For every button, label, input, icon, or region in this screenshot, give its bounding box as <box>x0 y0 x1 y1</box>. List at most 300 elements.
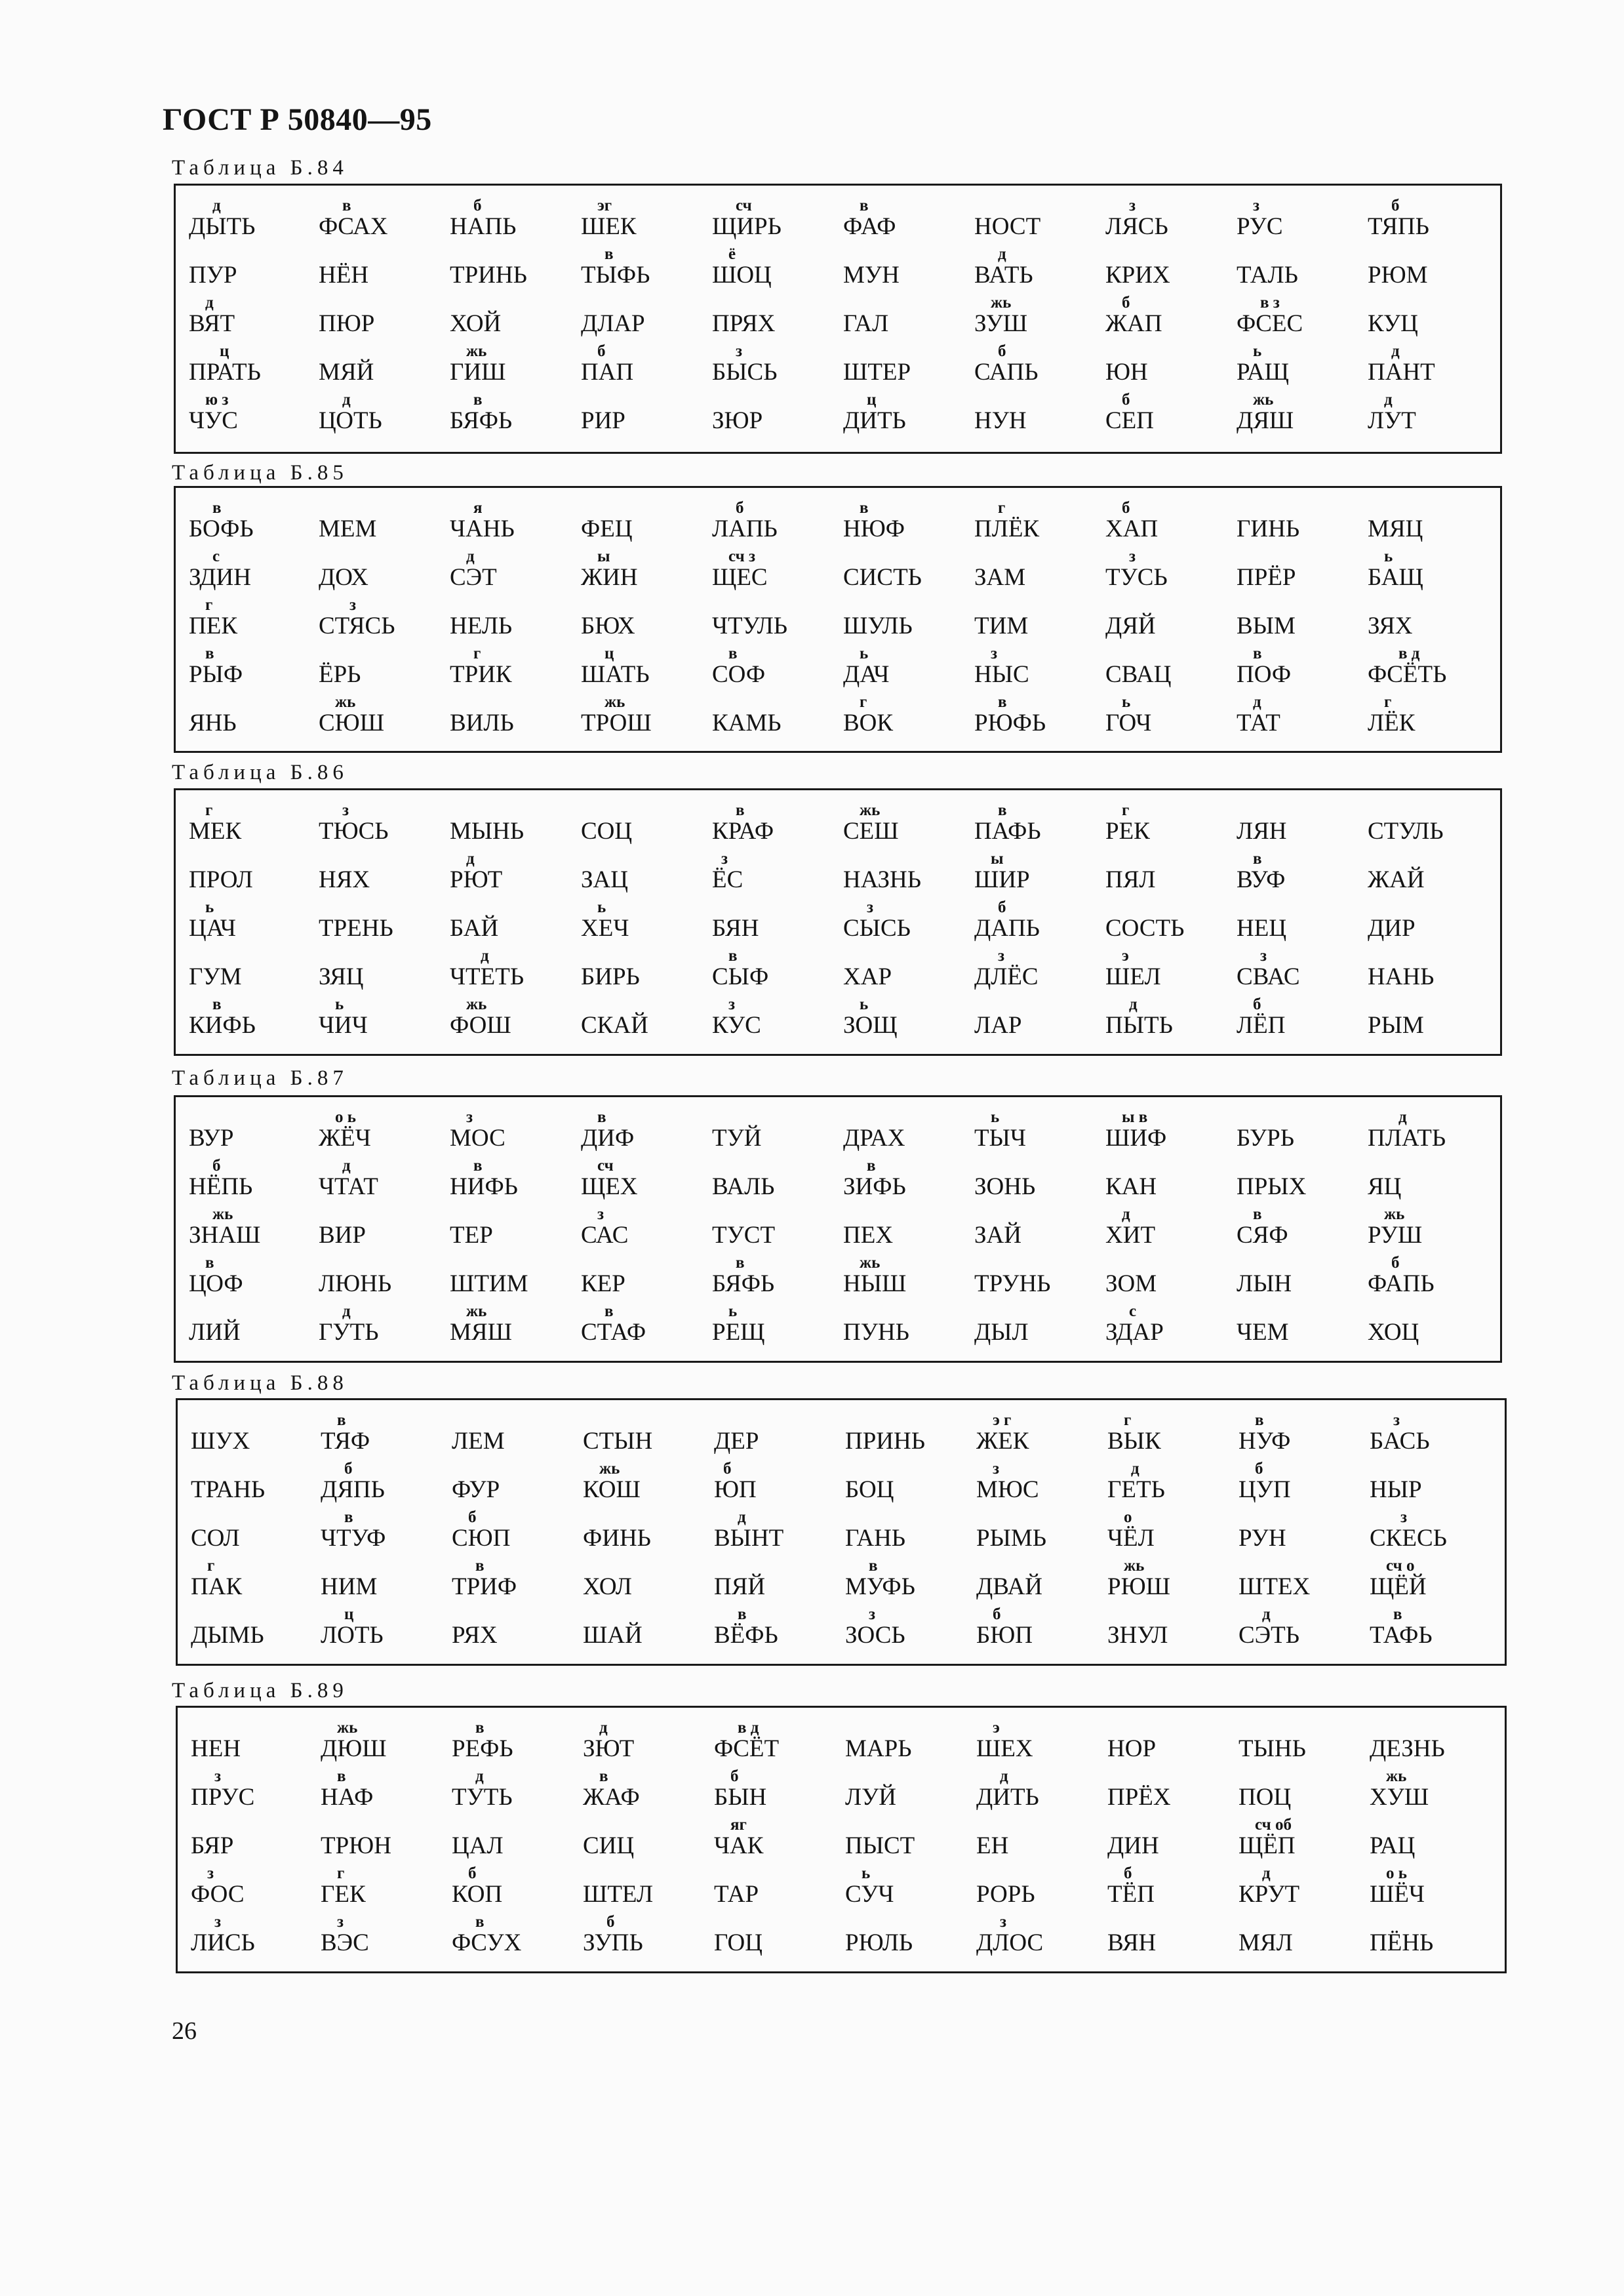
table-cell <box>843 597 974 645</box>
sound-marking: ц <box>220 342 229 360</box>
syllable-word: СОЛ <box>191 1525 240 1552</box>
syllable-word: ЖАФ <box>583 1784 640 1811</box>
table-cell <box>319 899 450 948</box>
sound-marking <box>974 548 1122 565</box>
syllable-word: БЯР <box>191 1832 234 1859</box>
syllable-word: ПЛЁК <box>974 515 1040 542</box>
table-cell <box>452 1509 583 1558</box>
sound-marking <box>1370 1460 1517 1478</box>
syllable-word: НОСТ <box>974 213 1041 240</box>
table-cell <box>189 1158 320 1206</box>
table-cell <box>191 1412 322 1460</box>
sound-marking: ю з <box>205 391 229 409</box>
syllable-word: КОП <box>452 1881 503 1908</box>
sound-marking <box>714 1558 862 1575</box>
sound-marking: з <box>1000 1913 1007 1931</box>
table-cell <box>845 1412 976 1460</box>
sound-marking: э г <box>993 1411 1012 1429</box>
syllable-word: ШАТЬ <box>581 661 650 688</box>
table-cell <box>974 246 1105 294</box>
syllable-word: ПЮР <box>319 310 375 337</box>
syllable-word: ЛИЙ <box>189 1319 241 1346</box>
table-cell <box>1368 1206 1499 1255</box>
syllable-word: НЮФ <box>843 515 905 542</box>
syllable-word: СТАФ <box>581 1319 646 1346</box>
sound-marking: г <box>860 693 867 711</box>
syllable-word: СУЧ <box>845 1881 894 1908</box>
sound-marking: ь <box>860 996 869 1013</box>
sound-marking <box>843 1206 991 1223</box>
table-cell <box>974 1158 1105 1206</box>
syllable-word: ЖАЙ <box>1368 866 1425 893</box>
table-cell <box>1368 1109 1499 1158</box>
sound-marking <box>319 548 466 565</box>
syllable-word: БАЩ <box>1368 564 1423 591</box>
syllable-word: САС <box>581 1222 629 1249</box>
sound-marking: жь <box>212 1205 233 1223</box>
syllable-word: ТЫЧ <box>974 1125 1026 1152</box>
syllable-word: ДЫМЬ <box>191 1622 264 1649</box>
sound-marking <box>1368 246 1515 263</box>
table-cell <box>321 1817 452 1865</box>
table-cell <box>319 1303 450 1352</box>
sound-marking: г <box>205 801 213 819</box>
sound-marking <box>581 851 728 868</box>
syllable-word: ЧЕМ <box>1237 1319 1289 1346</box>
table-cell <box>843 1206 974 1255</box>
sound-marking: жь <box>860 1254 881 1272</box>
table-cell <box>581 500 712 548</box>
table-cell <box>1107 1720 1238 1768</box>
syllable-word: СИСТЬ <box>843 564 922 591</box>
table-cell <box>583 1720 714 1768</box>
table-cell <box>712 1255 843 1303</box>
table-cell <box>450 343 581 392</box>
table-cell <box>1368 246 1499 294</box>
sound-marking: в <box>1255 1411 1264 1429</box>
sound-marking: ь <box>728 1302 738 1320</box>
syllable-word: ЁС <box>712 866 743 893</box>
sound-marking <box>319 948 466 965</box>
table-cell <box>714 1865 845 1914</box>
sound-marking <box>450 899 597 916</box>
sound-marking: з <box>337 1913 344 1931</box>
table-cell <box>1370 1768 1501 1817</box>
syllable-word: ПОФ <box>1237 661 1292 688</box>
table-cell <box>581 996 712 1045</box>
table-cell <box>321 1720 452 1768</box>
sound-marking: в з <box>1260 294 1280 312</box>
table-cell <box>319 246 450 294</box>
table-cell <box>712 197 843 246</box>
syllable-word: РЫМЬ <box>976 1525 1046 1552</box>
table-cell <box>191 1509 322 1558</box>
table-cell <box>450 197 581 246</box>
syllable-word: ФЕЦ <box>581 515 633 542</box>
syllable-word: ХИТ <box>1105 1222 1156 1249</box>
syllable-word: ПОЦ <box>1238 1784 1292 1811</box>
syllable-word: ТРЕНЬ <box>319 915 393 942</box>
table-cell <box>843 246 974 294</box>
sound-marking: д <box>1398 1108 1407 1126</box>
table-cell <box>191 1558 322 1606</box>
table-cell <box>1105 899 1237 948</box>
sound-marking: жь <box>466 996 487 1013</box>
table-cell <box>845 1914 976 1962</box>
sound-marking: ы в <box>1122 1108 1148 1126</box>
syllable-word: ФОС <box>191 1881 245 1908</box>
sound-marking <box>1237 899 1384 916</box>
syllable-word: БУРЬ <box>1237 1125 1294 1152</box>
syllable-word: ЖЁЧ <box>319 1125 371 1152</box>
syllable-word: НАНЬ <box>1368 963 1435 990</box>
sound-marking: д <box>466 548 475 565</box>
table-cell <box>450 851 581 899</box>
syllable-word: ТРИК <box>450 661 512 688</box>
table-cell <box>1238 1768 1370 1817</box>
syllable-word: ПРИНЬ <box>845 1428 925 1455</box>
sound-marking: ё <box>728 245 736 263</box>
table-cell <box>1107 1460 1238 1509</box>
sound-marking <box>974 597 1122 614</box>
sound-marking <box>1238 1509 1386 1526</box>
syllable-word: ПЫСТ <box>845 1832 915 1859</box>
table-cell <box>712 899 843 948</box>
syllable-word: ЩЕС <box>712 564 768 591</box>
syllable-word: ГАНЬ <box>845 1525 906 1552</box>
sound-marking: з <box>993 1460 1000 1478</box>
table-cell <box>712 294 843 343</box>
word-table <box>174 1095 1502 1363</box>
sound-marking: з <box>1129 197 1136 214</box>
sound-marking: сч з <box>728 548 755 565</box>
syllable-word: РИР <box>581 407 625 434</box>
table-cell <box>321 1768 452 1817</box>
table-cell <box>712 597 843 645</box>
table-cell <box>1368 597 1499 645</box>
table-cell <box>452 1606 583 1655</box>
syllable-word: ФСЕС <box>1237 310 1303 337</box>
syllable-word: СЫФ <box>712 963 769 990</box>
table-cell <box>1368 548 1499 597</box>
sound-marking <box>1107 1817 1255 1834</box>
syllable-word: ЛЁП <box>1237 1012 1286 1039</box>
syllable-word: ТРИНЬ <box>450 262 527 289</box>
table-cell <box>1368 694 1499 742</box>
table-cell <box>843 500 974 548</box>
syllable-word: ПЯЛ <box>1105 866 1156 893</box>
sound-marking: жь <box>1253 391 1274 409</box>
table-cell <box>450 645 581 694</box>
sound-marking: эг <box>597 197 612 214</box>
sound-marking: з <box>1253 197 1260 214</box>
syllable-word: КИФЬ <box>189 1012 256 1039</box>
table-cell <box>1107 1412 1238 1460</box>
table-cell <box>1368 392 1499 440</box>
syllable-word: ГОЧ <box>1105 710 1152 736</box>
table-cell <box>450 246 581 294</box>
sound-marking: д <box>342 391 351 409</box>
syllable-word: ПРЁХ <box>1107 1784 1171 1811</box>
sound-marking: жь <box>604 693 625 711</box>
syllable-word: ЗЯХ <box>1368 613 1413 639</box>
syllable-word: ШОЦ <box>712 262 772 289</box>
syllable-word: МЕК <box>189 818 242 845</box>
sound-marking: в <box>475 1719 485 1737</box>
sound-marking: б <box>1391 197 1400 214</box>
syllable-word: ТЫФЬ <box>581 262 650 289</box>
sound-marking <box>1105 851 1253 868</box>
word-table <box>174 486 1502 753</box>
table-cell <box>712 392 843 440</box>
syllable-word: ДИФ <box>581 1125 635 1152</box>
syllable-word: ЗНУЛ <box>1107 1622 1168 1649</box>
table-cell <box>714 1817 845 1865</box>
syllable-word: ДРАХ <box>843 1125 905 1152</box>
table-cell <box>974 899 1105 948</box>
table-cell <box>1237 1206 1368 1255</box>
sound-marking: ь <box>335 996 344 1013</box>
table-cell <box>976 1865 1107 1914</box>
word-table <box>176 1706 1507 1973</box>
syllable-word: КРАФ <box>712 818 774 845</box>
sound-marking <box>583 1558 730 1575</box>
table-cell <box>974 802 1105 851</box>
syllable-word: СОСТЬ <box>1105 915 1185 942</box>
sound-marking: жь <box>1124 1557 1145 1575</box>
table-cell <box>843 899 974 948</box>
table-cell <box>1107 1558 1238 1606</box>
sound-marking <box>1368 597 1515 614</box>
sound-marking <box>1368 500 1515 517</box>
sound-marking <box>845 1768 993 1785</box>
syllable-word: ДЯШ <box>1237 407 1294 434</box>
syllable-word: СТУЛЬ <box>1368 818 1444 845</box>
table-cell <box>581 1303 712 1352</box>
table-cell <box>189 1303 320 1352</box>
sound-marking: в <box>867 1157 876 1175</box>
table-cell <box>843 996 974 1045</box>
sound-marking <box>714 1412 862 1429</box>
table-cell <box>452 1768 583 1817</box>
syllable-word: ПЕХ <box>843 1222 894 1249</box>
sound-marking <box>191 1509 338 1526</box>
syllable-word: ЧАК <box>714 1832 764 1859</box>
syllable-word: ЗНАШ <box>189 1222 261 1249</box>
table-cell <box>843 343 974 392</box>
syllable-word: ЗЮТ <box>583 1735 635 1762</box>
syllable-word: ТИМ <box>974 613 1029 639</box>
table-cell <box>1237 802 1368 851</box>
sound-marking <box>319 343 466 360</box>
syllable-word: ФСЁТ <box>714 1735 780 1762</box>
sound-marking: з <box>466 1108 473 1126</box>
syllable-word: СЭТ <box>450 564 497 591</box>
sound-marking <box>581 392 728 409</box>
table-cell <box>452 1865 583 1914</box>
sound-marking: о <box>1124 1508 1132 1526</box>
table-cell <box>583 1914 714 1962</box>
syllable-word: ТАФЬ <box>1370 1622 1433 1649</box>
table-cell <box>712 1109 843 1158</box>
syllable-word: ЦОТЬ <box>319 407 382 434</box>
syllable-word: НУН <box>974 407 1027 434</box>
syllable-word: КОШ <box>583 1476 641 1503</box>
table-cell <box>452 1817 583 1865</box>
table-cell <box>1370 1865 1501 1914</box>
sound-marking: г <box>998 499 1006 517</box>
sound-marking: б <box>998 342 1006 360</box>
syllable-word: ШУХ <box>191 1428 250 1455</box>
table-cell <box>843 197 974 246</box>
table-cell <box>1238 1412 1370 1460</box>
table-cell <box>845 1558 976 1606</box>
syllable-word: КАМЬ <box>712 710 782 736</box>
syllable-word: СКАЙ <box>581 1012 648 1039</box>
table-cell <box>450 294 581 343</box>
sound-marking: б <box>998 898 1006 916</box>
syllable-word: СЮП <box>452 1525 511 1552</box>
syllable-word: ЖИН <box>581 564 638 591</box>
table-cell <box>1237 500 1368 548</box>
table-cell <box>581 1158 712 1206</box>
sound-marking: б <box>468 1508 477 1526</box>
table-cell <box>189 948 320 996</box>
table-cell <box>712 548 843 597</box>
sound-marking <box>452 1460 599 1478</box>
syllable-word: ВАЛЬ <box>712 1173 775 1200</box>
syllable-word: ДИТЬ <box>976 1784 1039 1811</box>
sound-marking: б <box>1124 1864 1132 1882</box>
sound-marking: б <box>730 1767 739 1785</box>
table-cell <box>1105 500 1237 548</box>
table-cell <box>189 343 320 392</box>
sound-marking <box>1107 1914 1255 1931</box>
table-cell <box>1237 197 1368 246</box>
syllable-word: НИМ <box>321 1573 378 1600</box>
syllable-word: ВЫНТ <box>714 1525 784 1552</box>
table-cell <box>976 1720 1107 1768</box>
syllable-word: ФАПЬ <box>1368 1270 1435 1297</box>
table-cell <box>191 1817 322 1865</box>
sound-marking: э <box>1122 947 1129 965</box>
table-cell <box>450 1158 581 1206</box>
sound-marking: я <box>473 499 483 517</box>
sound-marking <box>1368 996 1515 1013</box>
syllable-word: ГАЛ <box>843 310 889 337</box>
table-cell <box>583 1412 714 1460</box>
sound-marking <box>1238 1768 1386 1785</box>
sound-marking <box>452 1412 599 1429</box>
syllable-word: ТРИФ <box>452 1573 517 1600</box>
table-cell <box>1370 1412 1501 1460</box>
syllable-word: ЧТЕТЬ <box>450 963 525 990</box>
table-cell <box>581 1206 712 1255</box>
syllable-word: НЫС <box>974 661 1029 688</box>
sound-marking: в <box>473 391 483 409</box>
table-cell <box>714 1914 845 1962</box>
table-cell <box>974 597 1105 645</box>
sound-marking <box>191 1817 338 1834</box>
sound-marking: д <box>1262 1864 1271 1882</box>
table-cell <box>714 1720 845 1768</box>
syllable-word: ДЕЗНЬ <box>1370 1735 1445 1762</box>
sound-marking: в <box>738 1605 747 1623</box>
table-cell <box>1105 1255 1237 1303</box>
syllable-word: ДЯПЬ <box>321 1476 385 1503</box>
syllable-word: НЕЦ <box>1237 915 1287 942</box>
syllable-word: ТУТЬ <box>452 1784 513 1811</box>
sound-marking: ь <box>597 898 606 916</box>
syllable-word: ВИЛЬ <box>450 710 514 736</box>
sound-marking <box>1370 1720 1532 1737</box>
table-cell <box>1368 343 1499 392</box>
syllable-word: СТЯСЬ <box>319 613 395 639</box>
sound-marking: в <box>473 1157 483 1175</box>
syllable-word: РЕЩ <box>712 1319 765 1346</box>
syllable-word: ЛАПЬ <box>712 515 778 542</box>
sound-marking <box>450 1206 597 1223</box>
syllable-word: ВАТЬ <box>974 262 1033 289</box>
syllable-word: ВЫК <box>1107 1428 1161 1455</box>
table-cell <box>1237 246 1368 294</box>
sound-marking: д <box>1122 1205 1130 1223</box>
syllable-word: ЩЁЙ <box>1370 1573 1427 1600</box>
syllable-word: РЮЛЬ <box>845 1929 913 1956</box>
sound-marking: жь <box>337 1719 358 1737</box>
sound-marking <box>189 694 336 711</box>
sound-marking: д <box>738 1508 746 1526</box>
syllable-word: ЛОТЬ <box>321 1622 384 1649</box>
table-cell <box>319 1109 450 1158</box>
syllable-word: ЯНЬ <box>189 710 237 736</box>
table-cell <box>1238 1865 1370 1914</box>
syllable-word: ФСАХ <box>319 213 388 240</box>
table-cell <box>974 343 1105 392</box>
sound-marking <box>714 1914 862 1931</box>
sound-marking: д <box>481 947 489 965</box>
syllable-word: БОЦ <box>845 1476 894 1503</box>
syllable-word: РЫФ <box>189 661 243 688</box>
syllable-word: ПЕК <box>189 613 237 639</box>
table-cell <box>1238 1558 1370 1606</box>
syllable-word: РЕФЬ <box>452 1735 513 1762</box>
syllable-word: РЮМ <box>1368 262 1428 289</box>
syllable-word: БЯФЬ <box>712 1270 775 1297</box>
syllable-word: САПЬ <box>974 359 1039 386</box>
syllable-word: ЗОЩ <box>843 1012 898 1039</box>
sound-marking <box>1238 1914 1386 1931</box>
table-cell <box>1370 1914 1501 1962</box>
table-cell <box>843 392 974 440</box>
syllable-word: ДОХ <box>319 564 368 591</box>
table-cell <box>974 548 1105 597</box>
syllable-word: ЖЕК <box>976 1428 1029 1455</box>
table-cell <box>974 1255 1105 1303</box>
sound-marking: жь <box>466 1302 487 1320</box>
sound-marking <box>1368 1303 1515 1320</box>
sound-marking <box>843 948 991 965</box>
table-cell <box>976 1460 1107 1509</box>
syllable-word: ФИНЬ <box>583 1525 651 1552</box>
sound-marking <box>974 392 1122 409</box>
syllable-word: ФСУХ <box>452 1929 522 1956</box>
table-cell <box>319 645 450 694</box>
sound-marking <box>189 246 336 263</box>
syllable-word: РУН <box>1238 1525 1286 1552</box>
table-caption: Таблица Б.86 <box>172 761 348 784</box>
sound-marking <box>1105 1158 1253 1175</box>
